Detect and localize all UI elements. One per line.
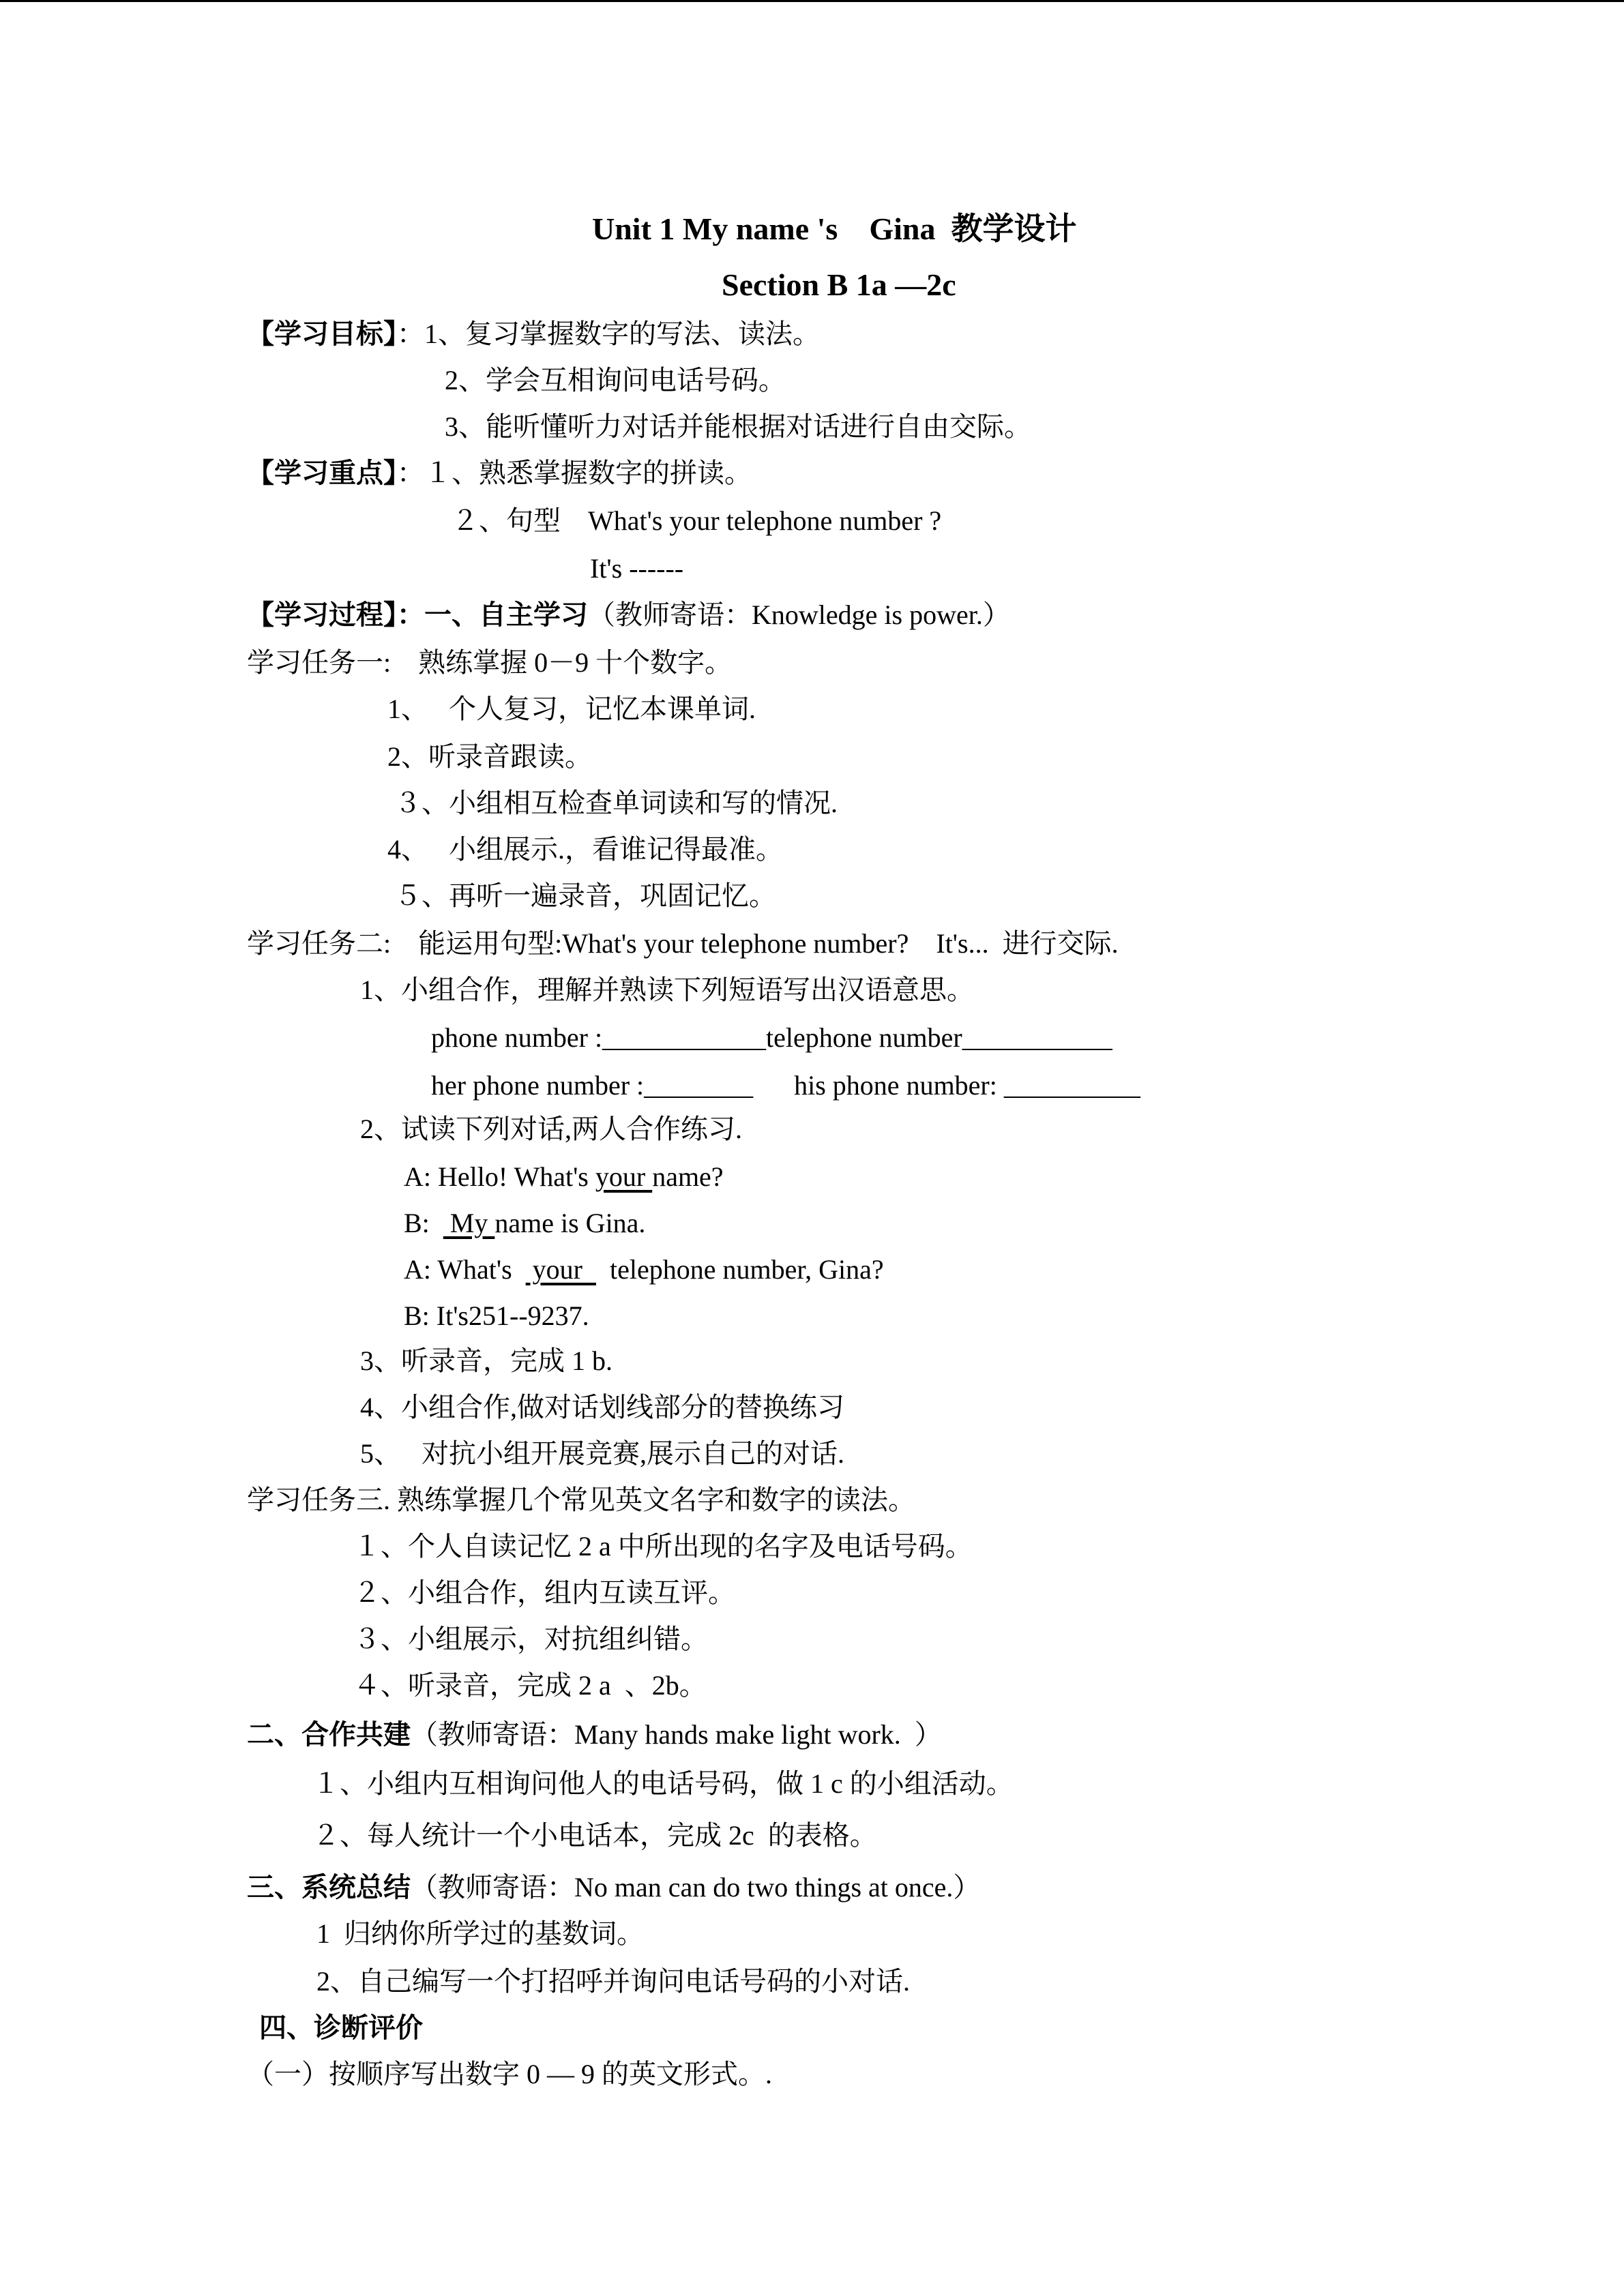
section4-item: （一）按顺序写出数字 0 — 9 的英文形式。. <box>247 2059 772 2089</box>
objectives-row <box>247 318 820 351</box>
phrase-blanks-line: phone number :____________telephone number___________ <box>431 1022 1112 1053</box>
dialogue-underlined-word: your <box>595 1161 653 1192</box>
objectives-colon: ： <box>397 318 424 349</box>
section1-motto: （教师寄语：Knowledge is power.） <box>588 599 1010 630</box>
dialogue-text: name is Gina. <box>494 1208 646 1238</box>
page-top-border <box>0 0 1624 2</box>
task1-item: 2、听录音跟读。 <box>387 741 592 772</box>
section3-heading: 三、系统总结 <box>247 1872 411 1903</box>
section3-item: 2、自己编写一个打招呼并询问电话号码的小对话. <box>316 1966 910 1997</box>
key-points-colon: ： <box>397 458 424 488</box>
section3-item: 1 归纳你所学过的基数词。 <box>316 1918 644 1949</box>
section1-heading: 一、自主学习 <box>424 599 588 630</box>
dialogue-underlined-word: your <box>525 1254 596 1285</box>
document-subtitle: Section B 1a —2c <box>722 267 956 302</box>
objective-item: 2、学会互相询问电话号码。 <box>445 365 786 396</box>
section4-heading: 四、诊断评价 <box>259 2012 423 2043</box>
key-point-item: １、熟悉掌握数字的拼读。 <box>424 458 752 488</box>
section2-item: １、小组内互相询问他人的电话号码，做 1 c 的小组活动。 <box>312 1768 1014 1799</box>
key-point-answer: It's ------ <box>590 553 684 584</box>
task2-heading: 学习任务二: 能运用句型:What's your telephone number? It's... 进行交际. <box>247 928 1119 959</box>
task1-item: ３、小组相互检查单词读和写的情况. <box>394 788 838 818</box>
task2-item: 4、小组合作,做对话划线部分的替换练习 <box>360 1392 844 1422</box>
document-title: Unit 1 My name 's Gina 教学设计 <box>592 211 1077 246</box>
task3-item: １、个人自读记忆 2 a 中所出现的名字及电话号码。 <box>353 1531 973 1562</box>
dialogue-line <box>404 1161 724 1193</box>
dialogue-text: A: What's <box>404 1254 526 1285</box>
process-label: 【学习过程】 <box>247 599 397 630</box>
process-row <box>247 599 1010 631</box>
objectives-label: 【学习目标】 <box>247 318 397 349</box>
process-colon: ： <box>397 599 424 630</box>
task2-item: 5、 对抗小组开展竞赛,展示自己的对话. <box>360 1438 844 1469</box>
dialogue-text: telephone number, Gina? <box>596 1254 884 1285</box>
section3-row <box>247 1871 980 1904</box>
section2-motto: （教师寄语：Many hands make light work. ） <box>411 1719 942 1750</box>
dialogue-line <box>404 1253 884 1286</box>
task1-heading: 学习任务一: 熟练掌握 0－9 十个数字。 <box>247 647 733 678</box>
section2-heading: 二、合作共建 <box>247 1719 411 1750</box>
dialogue-text: name? <box>652 1161 724 1192</box>
task3-item: ４、听录音，完成 2 a 、2b。 <box>353 1670 707 1701</box>
task1-item: 4、 小组展示.，看谁记得最准。 <box>387 834 783 865</box>
task2-item: 1、小组合作，理解并熟读下列短语写出汉语意思。 <box>360 974 974 1005</box>
phrase-blanks-line: her phone number :________ his phone number: __________ <box>431 1070 1140 1101</box>
key-point-item: ２、句型 What's your telephone number ? <box>452 505 942 536</box>
task2-item: 3、听录音，完成 1 b. <box>360 1345 612 1376</box>
section3-motto: （教师寄语：No man can do two things at once.） <box>411 1872 981 1903</box>
dialogue-line: B: It's251--9237. <box>404 1300 589 1331</box>
dialogue-underlined-word: My <box>443 1208 495 1238</box>
objective-item: 3、能听懂听力对话并能根据对话进行自由交际。 <box>445 411 1031 442</box>
task3-heading: 学习任务三. 熟练掌握几个常见英文名字和数字的读法。 <box>247 1485 915 1515</box>
dialogue-text: B: <box>404 1208 443 1238</box>
objective-item: 1、复习掌握数字的写法、读法。 <box>424 318 820 349</box>
task1-item: 1、 个人复习，记忆本课单词. <box>387 694 756 724</box>
task1-item: ５、再听一遍录音，巩固记忆。 <box>394 880 776 911</box>
dialogue-text: A: Hello! What's <box>404 1161 595 1192</box>
task3-item: ３、小组展示，对抗组纠错。 <box>353 1624 708 1654</box>
key-points-label: 【学习重点】 <box>247 458 397 488</box>
task2-item: 2、试读下列对话,两人合作练习. <box>360 1114 742 1144</box>
task3-item: ２、小组合作，组内互读互评。 <box>353 1577 735 1608</box>
section2-item: ２、每人统计一个小电话本，完成 2c 的表格。 <box>312 1820 877 1851</box>
key-points-row <box>247 457 752 490</box>
dialogue-line <box>404 1207 645 1240</box>
section2-row <box>247 1718 942 1751</box>
